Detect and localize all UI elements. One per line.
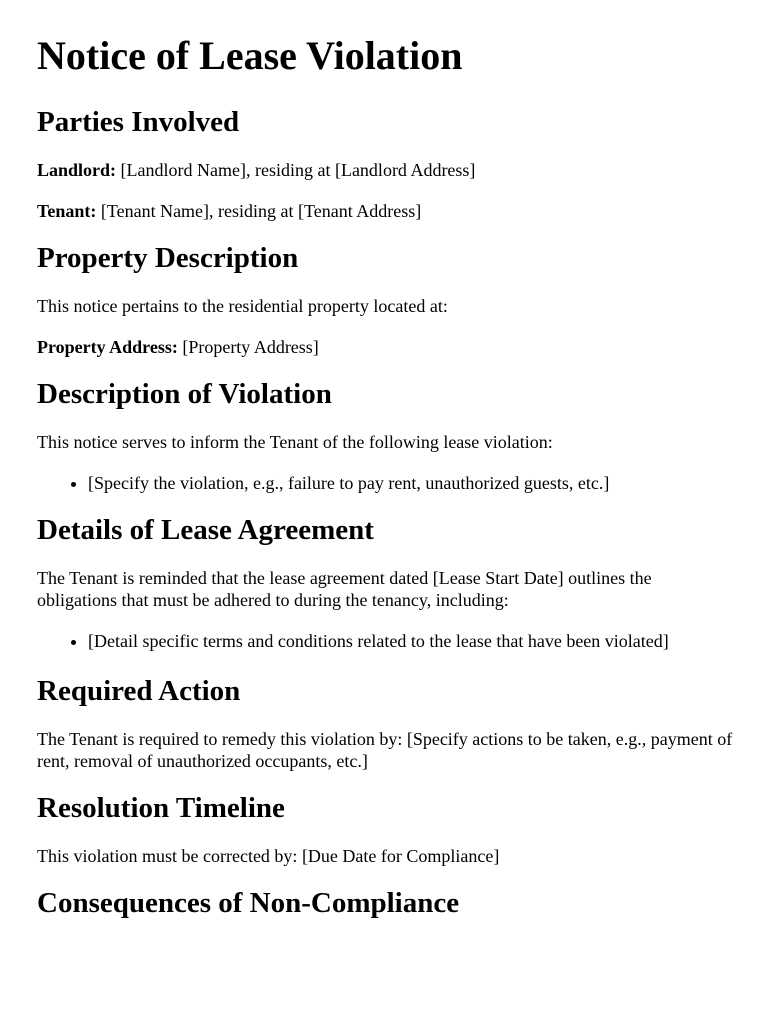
property-address-line — [37, 336, 733, 358]
violation-intro: This notice serves to inform the Tenant of the following lease violation: — [37, 432, 553, 452]
tenant-text: [Tenant Name], residing at [Tenant Address] — [96, 201, 422, 221]
property-intro: This notice pertains to the residential property located at: — [37, 296, 448, 316]
violation-heading: Description of Violation — [37, 378, 332, 410]
timeline-text: This violation must be corrected by: [Due Date for Compliance] — [37, 846, 500, 866]
action-heading: Required Action — [37, 675, 241, 707]
landlord-line — [37, 159, 733, 181]
property-address-label: Property Address: — [37, 337, 178, 357]
tenant-line — [37, 200, 733, 222]
action-text: The Tenant is required to remedy this violation by: [Specify actions to be taken, e.g., payment of rent, removal of unauthorized occupants, etc.] — [37, 729, 733, 771]
tenant-label: Tenant: — [37, 201, 97, 221]
timeline-section — [37, 791, 733, 867]
property-address-text: [Property Address] — [177, 337, 319, 357]
agreement-intro: The Tenant is reminded that the lease agreement dated [Lease Start Date] outlines the obligations that must be adhered to during the tenancy, including: — [37, 568, 652, 610]
parties-section — [37, 105, 733, 222]
agreement-list — [37, 630, 733, 652]
list-item: • [Detail specific terms and conditions related to the lease that have been violated] — [88, 630, 733, 652]
property-section — [37, 241, 733, 358]
list-item: • [Specify the violation, e.g., failure to pay rent, unauthorized guests, etc.] — [88, 472, 733, 494]
violation-section — [37, 377, 733, 494]
document-title: Notice of Lease Violation — [37, 33, 463, 78]
landlord-label: Landlord: — [37, 160, 117, 180]
action-section — [37, 674, 733, 772]
consequences-heading: Consequences of Non-Compliance — [37, 887, 460, 919]
violation-list — [37, 472, 733, 494]
property-heading: Property Description — [37, 242, 299, 274]
landlord-text: [Landlord Name], residing at [Landlord Address] — [116, 160, 476, 180]
agreement-section — [37, 513, 733, 652]
agreement-heading: Details of Lease Agreement — [37, 514, 374, 546]
timeline-heading: Resolution Timeline — [37, 792, 285, 824]
consequences-section — [37, 886, 733, 920]
parties-heading: Parties Involved — [37, 106, 240, 138]
